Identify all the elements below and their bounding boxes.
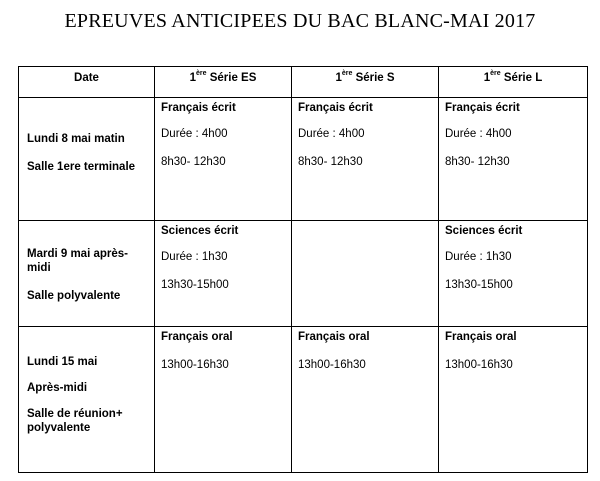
- exam-time: 13h00-16h30: [445, 359, 513, 371]
- exam-subject: Sciences écrit: [161, 225, 239, 237]
- exam-time: 13h30-15h00: [161, 279, 229, 291]
- exam-subject: Sciences écrit: [445, 225, 523, 237]
- exam-subject: Français écrit: [161, 102, 236, 114]
- exam-cell-empty: [292, 221, 439, 327]
- exam-time: 13h00-16h30: [161, 359, 229, 371]
- date-cell: [19, 221, 155, 327]
- exam-duration: Durée : 4h00: [445, 128, 512, 140]
- header-serie-s-prefix: 1: [335, 72, 342, 84]
- exam-subject: Français oral: [445, 331, 517, 343]
- header-serie-es: [155, 67, 292, 98]
- document-title: EPREUVES ANTICIPEES DU BAC BLANC-MAI 2017: [64, 10, 536, 32]
- exam-cell: [439, 221, 588, 327]
- exam-duration: Durée : 1h30: [161, 251, 228, 263]
- exam-subject: Français oral: [298, 331, 370, 343]
- exam-time: 13h30-15h00: [445, 279, 513, 291]
- exam-cell: [155, 221, 292, 327]
- exam-cell: [292, 327, 439, 473]
- exam-subject: Français écrit: [298, 102, 373, 114]
- exam-time: 8h30- 12h30: [445, 156, 510, 168]
- date-line: Lundi 15 mai: [27, 356, 98, 368]
- table-row: [19, 221, 588, 327]
- exam-time: 13h00-16h30: [298, 359, 366, 371]
- date-line: Après-midi: [27, 382, 88, 394]
- exam-schedule-table: [18, 66, 588, 473]
- header-date-label: Date: [74, 72, 99, 84]
- header-serie-l-label: Série L: [503, 72, 543, 84]
- header-serie-s-label: Série S: [355, 72, 395, 84]
- table-row: [19, 327, 588, 473]
- header-serie-es-prefix: 1: [189, 72, 196, 84]
- date-cell: [19, 327, 155, 473]
- date-line: polyvalente: [27, 422, 91, 434]
- exam-subject: Français écrit: [445, 102, 520, 114]
- exam-subject: Français oral: [161, 331, 233, 343]
- header-serie-s-sup: ère: [341, 70, 353, 78]
- exam-cell: [155, 327, 292, 473]
- exam-cell: [155, 98, 292, 221]
- exam-time: 8h30- 12h30: [298, 156, 363, 168]
- date-line: Mardi 9 mai après-: [27, 248, 128, 260]
- header-date: [19, 67, 155, 98]
- exam-duration: Durée : 1h30: [445, 251, 512, 263]
- header-serie-l: [439, 67, 588, 98]
- exam-duration: Durée : 4h00: [161, 128, 228, 140]
- date-line: Salle polyvalente: [27, 290, 121, 302]
- date-line: Salle de réunion+: [27, 408, 123, 420]
- header-serie-s: [292, 67, 439, 98]
- table-row: [19, 98, 588, 221]
- header-serie-es-sup: ère: [196, 70, 207, 78]
- exam-duration: Durée : 4h00: [298, 128, 365, 140]
- date-line: Lundi 8 mai matin: [27, 133, 125, 145]
- header-serie-es-label: Série ES: [209, 72, 257, 84]
- date-line: midi: [27, 262, 51, 274]
- exam-time: 8h30- 12h30: [161, 156, 226, 168]
- header-serie-l-sup: ère: [490, 70, 501, 78]
- header-serie-l-prefix: 1: [483, 72, 491, 84]
- date-line: Salle 1ere terminale: [27, 161, 136, 173]
- exam-cell: [439, 98, 588, 221]
- exam-cell: [292, 98, 439, 221]
- date-cell: [19, 98, 155, 221]
- exam-cell: [439, 327, 588, 473]
- header-row: [19, 67, 588, 98]
